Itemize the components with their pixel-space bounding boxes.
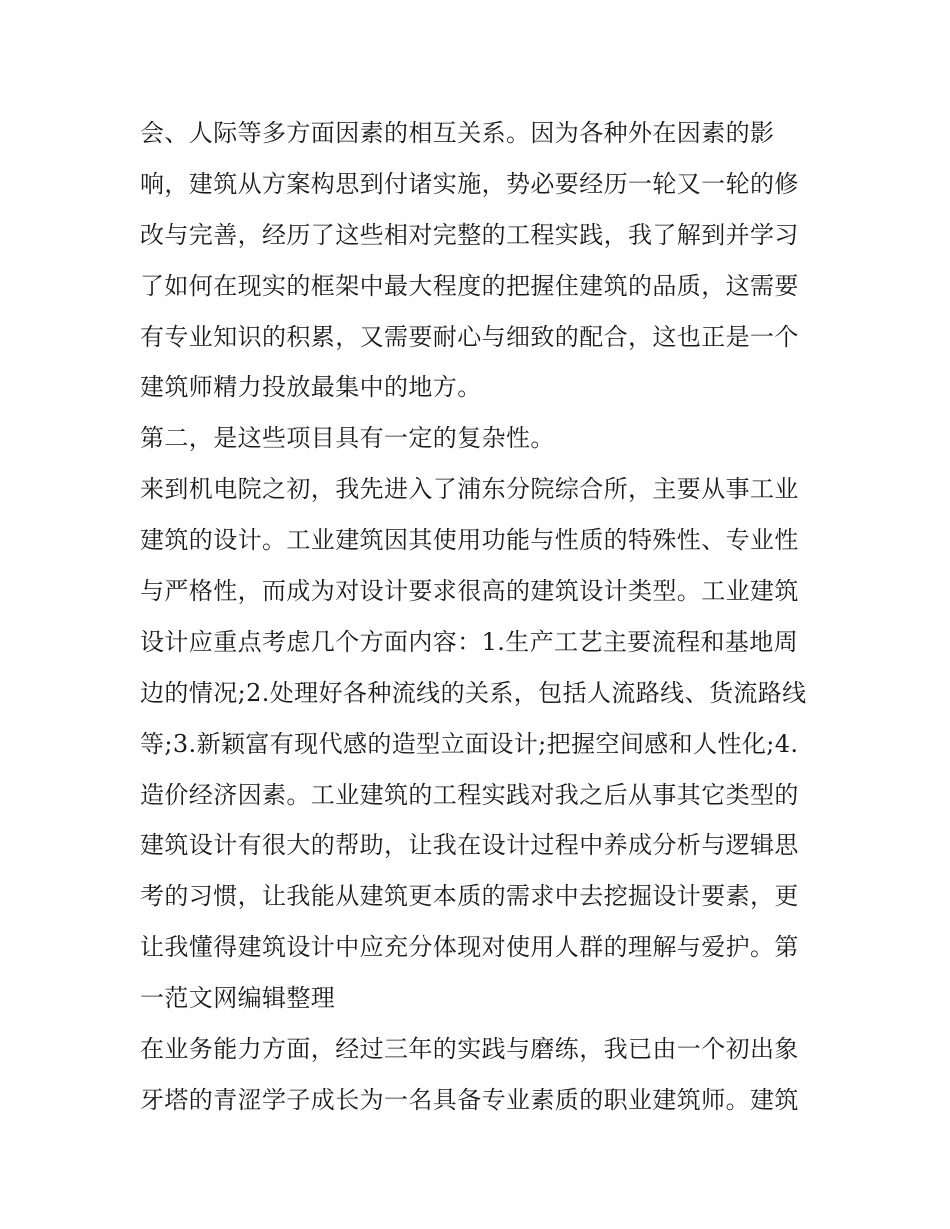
text-line: 来到机电院之初，我先进入了浦东分院综合所，主要从事工业 bbox=[140, 475, 799, 504]
text-line: 建筑的设计。工业建筑因其使用功能与性质的特殊性、专业性 bbox=[140, 526, 799, 555]
text-line: 边的情况;2.处理好各种流线的关系，包括人流路线、货流路线 bbox=[140, 678, 807, 707]
text-line: 牙塔的青涩学子成长为一名具备专业素质的职业建筑师。建筑 bbox=[140, 1085, 799, 1114]
text-line: 造价经济因素。工业建筑的工程实践对我之后从事其它类型的 bbox=[140, 780, 799, 809]
text-line: 建筑师精力投放最集中的地方。 bbox=[140, 373, 482, 402]
text-line: 会、人际等多方面因素的相互关系。因为各种外在因素的影 bbox=[140, 119, 775, 147]
text-line: 改与完善，经历了这些相对完整的工程实践，我了解到并学习 bbox=[140, 220, 799, 249]
text-line: 让我懂得建筑设计中应充分体现对使用人群的理解与爱护。第 bbox=[140, 933, 799, 962]
document-body bbox=[140, 108, 830, 1126]
text-line: 等;3.新颖富有现代感的造型立面设计;把握空间感和人性化;4. bbox=[140, 729, 799, 758]
text-line: 与严格性，而成为对设计要求很高的建筑设计类型。工业建筑 bbox=[140, 577, 799, 606]
text-line: 有专业知识的积累，又需要耐心与细致的配合，这也正是一个 bbox=[140, 322, 799, 351]
text-line: 响，建筑从方案构思到付诸实施，势必要经历一轮又一轮的修 bbox=[140, 169, 799, 198]
text-line: 考的习惯，让我能从建筑更本质的需求中去挖掘设计要素，更 bbox=[140, 882, 799, 911]
text-line: 建筑设计有很大的帮助，让我在设计过程中养成分析与逻辑思 bbox=[140, 831, 799, 860]
text-line: 设计应重点考虑几个方面内容：1.生产工艺主要流程和基地周 bbox=[140, 627, 799, 656]
text-line: 第二，是这些项目具有一定的复杂性。 bbox=[140, 424, 555, 453]
text-line: 在业务能力方面，经过三年的实践与磨练，我已由一个初出象 bbox=[140, 1035, 799, 1064]
text-line: 了如何在现实的框架中最大程度的把握住建筑的品质，这需要 bbox=[140, 271, 799, 300]
text-line: 一范文网编辑整理 bbox=[140, 984, 336, 1013]
